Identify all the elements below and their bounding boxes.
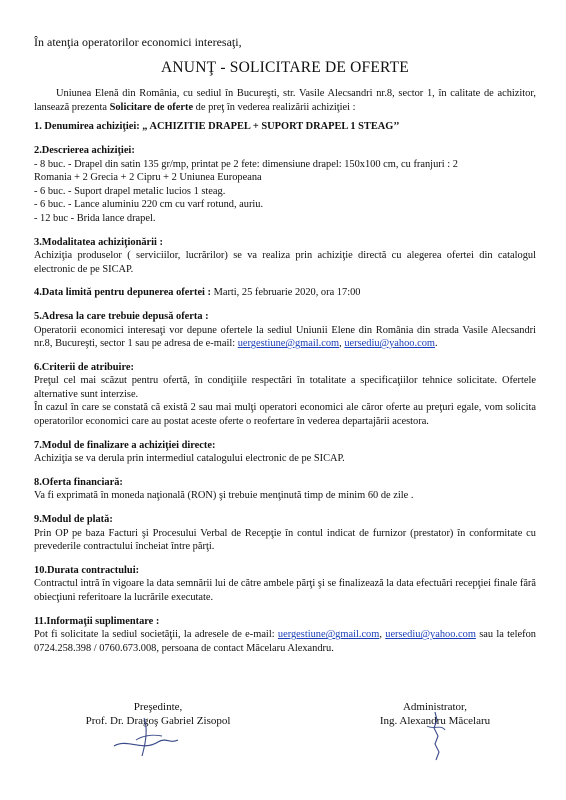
description-line: - 6 buc. - Lance aluminiu 220 cm cu varf rotund, auriu. <box>34 199 264 211</box>
section-8-title: 8.Oferta financiară: <box>34 476 123 488</box>
section-9-title: 9.Modul de plată: <box>34 514 113 526</box>
document-page <box>34 36 536 665</box>
president-signature-graphic <box>108 712 188 758</box>
email-separator: , <box>339 338 345 350</box>
section-1-title: 1. Denumirea achiziţiei: „ ACHIZITIE DRAPEL + SUPORT DRAPEL 1 STEAG’’ <box>34 121 400 133</box>
section-7-text: Achiziţia se va derula prin intermediul catalogului electronic de pe SICAP. <box>34 453 345 465</box>
section-6 <box>34 361 536 429</box>
description-line: - 6 buc. - Suport drapel metalic lucios 1 steag. <box>34 185 226 197</box>
section-3-text: Achiziţia produselor ( serviciilor, lucrărilor) se va realiza prin achiziţie directă cu alegerea ofertei din catalogul electronic de pe SICAP. <box>34 250 536 275</box>
section-6-paragraph-2: În cazul în care se constată că există 2 sau mai mulţi operatori economici ale căror oferte au preţuri egale, vom solicita operatorilor economici care au postat aceste oferte o reofertare în vederea departajării acestora. <box>34 402 536 428</box>
section-10-text: Contractul intră în vigoare la data semnării lui de către ambele părţi şi se finalizează la data efectuări recepţiei finale fără obiecţiuni referitoare la lucrările executate. <box>34 578 536 603</box>
section-9-text: Prin OP pe baza Facturi şi Procesului Verbal de Recepţie în contul indicat de furnizor (prestator) în conformitate cu prevederile contractului încheiat între părţi. <box>34 527 536 553</box>
email-link-gestiune[interactable]: uergestiune@gmail.com <box>277 629 380 641</box>
intro-text: Uniunea Elenă din România, cu sediul în Bucureşti, str. Vasile Alecsandri nr.8, sector 1, în calitate de achizitor, lansează prezenta <box>34 88 536 113</box>
description-line: - 12 buc - Brida lance drapel. <box>34 212 156 224</box>
greeting: În atenţia operatorilor economici interesaţi, <box>34 35 242 49</box>
email-link-sediu[interactable]: uersediu@yahoo.com <box>344 338 435 350</box>
section-4-text: Marti, 25 februarie 2020, ora 17:00 <box>211 287 361 299</box>
description-line: - 8 buc. - Drapel din satin 135 gr/mp, printat pe 2 fete: dimensiune drapel: 150x100 cm, cu franjuri : 2 <box>34 158 458 170</box>
intro-text-end: de preţ în vederea realizării achiziţiei : <box>193 101 356 113</box>
administrator-role: Administrator, <box>402 701 468 713</box>
section-4-title: 4.Data limită pentru depunerea ofertei : <box>34 287 211 299</box>
intro-bold: Solicitare de oferte <box>109 101 194 113</box>
section-3 <box>34 236 536 277</box>
section-2-title: 2.Descrierea achiziţiei: <box>34 144 135 156</box>
section-5-text: Operatorii economici interesaţi vor depune ofertele la sediul Uniunii Elene din România din strada Vasile Alecsandri nr.8, Bucureşti, sector 1 sau pe adresa de e-mail: <box>34 324 536 350</box>
administrator-signature-graphic <box>415 708 455 764</box>
description-line: Romania + 2 Grecia + 2 Cipru + 2 Uniunea Europeana <box>34 172 262 184</box>
email-separator: , <box>379 629 386 641</box>
section-6-title: 6.Criterii de atribuire: <box>34 361 134 373</box>
section-3-title: 3.Modalitatea achiziţionării : <box>34 236 163 248</box>
president-role: Preşedinte, <box>133 701 183 713</box>
email-link-sediu[interactable]: uersediu@yahoo.com <box>385 629 476 641</box>
administrator-name: Ing. Alexandru Măcelaru <box>379 715 491 727</box>
section-10 <box>34 564 536 605</box>
section-11 <box>34 615 536 656</box>
section-9 <box>34 513 536 554</box>
section-5-title: 5.Adresa la care trebuie depusă oferta : <box>34 310 209 322</box>
section-1 <box>34 120 536 134</box>
section-8 <box>34 476 536 503</box>
section-7-title: 7.Modul de finalizare a achiziţiei directe: <box>34 439 216 451</box>
page-title: ANUNŢ - SOLICITARE DE OFERTE <box>161 58 409 76</box>
section-6-paragraph-1: Preţul cel mai scăzut pentru ofertă, în condiţiile respectări în totalitate a specificaţiilor tehnice solicitate. Ofertele alternative sunt interzise. <box>34 375 536 400</box>
section-4 <box>34 286 536 300</box>
section-11-title: 11.Informaţii suplimentare : <box>34 615 160 627</box>
section-5 <box>34 310 536 351</box>
section-11-text-end: sau la telefon 0724.258.398 / 0760.673.008, persoana de contact Măcelaru Alexandru. <box>34 629 536 654</box>
section-8-text: Va fi exprimată în moneda naţională (RON) şi trebuie menţinută timp de minim 60 de zile . <box>34 490 414 502</box>
president-name: Prof. Dr. Dragoş Gabriel Zisopol <box>85 715 231 727</box>
section-11-text: Pot fi solicitate la sediul societăţii, la adresele de e-mail: <box>34 629 278 641</box>
intro-paragraph <box>34 87 536 114</box>
section-7 <box>34 439 536 466</box>
section-10-title: 10.Durata contractului: <box>34 564 140 576</box>
section-2 <box>34 144 536 226</box>
section-5-end: . <box>435 338 438 350</box>
email-link-gestiune[interactable]: uergestiune@gmail.com <box>237 338 340 350</box>
